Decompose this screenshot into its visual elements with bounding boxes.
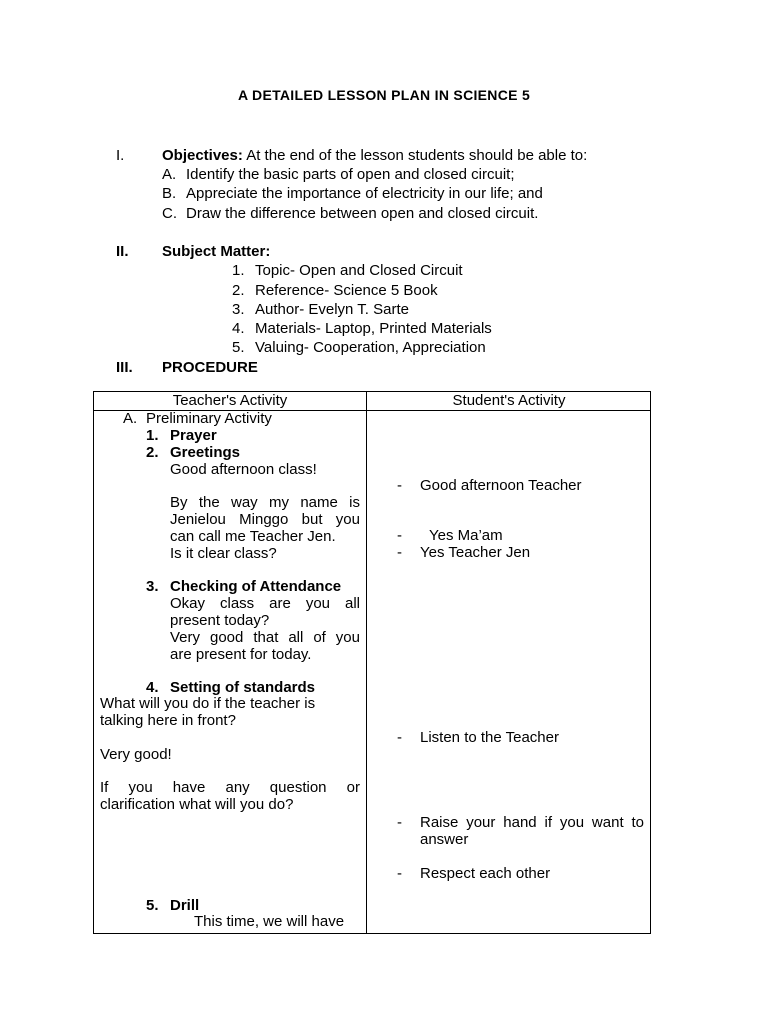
response-5-line-1: Raise your hand if you want to	[420, 814, 644, 831]
subject-marker-2: 2.	[232, 282, 245, 299]
response-2: Yes Ma’am	[429, 527, 503, 544]
section-1-intro: At the end of the lesson students should be able to:	[246, 147, 588, 164]
standards-line-3: Very good!	[100, 746, 172, 763]
objective-text-a: Identify the basic parts of open and closed circuit;	[186, 166, 515, 183]
standards-line-1: What will you do if the teacher is	[100, 695, 316, 712]
prayer-marker: 1.	[146, 427, 159, 444]
subject-marker-4: 4.	[232, 320, 245, 337]
attendance-line-3: Very good that all of you	[170, 629, 360, 646]
response-dash-6: -	[397, 865, 402, 882]
greetings-marker: 2.	[146, 444, 159, 461]
subject-text-5: Valuing- Cooperation, Appreciation	[255, 339, 486, 356]
prelim-marker: A.	[123, 410, 138, 427]
section-2-heading: Subject Matter:	[162, 243, 271, 260]
intro-line-3: can call me Teacher Jen.	[170, 528, 336, 545]
subject-marker-5: 5.	[232, 339, 245, 356]
teacher-activity-header: Teacher's Activity	[172, 392, 288, 409]
response-dash-5: -	[397, 814, 402, 831]
prayer-label: Prayer	[170, 427, 217, 444]
attendance-marker: 3.	[146, 578, 159, 595]
section-2-numeral: II.	[116, 243, 129, 260]
response-4: Listen to the Teacher	[420, 729, 559, 746]
greet-line: Good afternoon class!	[170, 461, 317, 478]
attendance-line-1: Okay class are you all	[170, 595, 360, 612]
response-5-line-2: answer	[420, 831, 469, 848]
standards-line-2: talking here in front?	[100, 712, 236, 729]
objective-marker-a: A.	[162, 166, 177, 183]
response-dash-3: -	[397, 544, 402, 561]
attendance-line-4: are present for today.	[170, 646, 312, 663]
response-dash-2: -	[397, 527, 402, 544]
section-1-numeral: I.	[116, 147, 125, 164]
response-6: Respect each other	[420, 865, 551, 882]
document-title: A DETAILED LESSON PLAN IN SCIENCE 5	[237, 87, 531, 103]
student-activity-header: Student's Activity	[452, 392, 566, 409]
section-1-heading: Objectives:	[162, 147, 243, 164]
subject-text-4: Materials- Laptop, Printed Materials	[255, 320, 492, 337]
attendance-line-2: present today?	[170, 612, 270, 629]
subject-text-3: Author- Evelyn T. Sarte	[255, 301, 409, 318]
objective-marker-c: C.	[162, 205, 177, 222]
intro-line-1: By the way my name is	[170, 494, 360, 511]
response-dash-4: -	[397, 729, 402, 746]
standards-label: Setting of standards	[170, 679, 316, 696]
response-dash-1: -	[397, 477, 402, 494]
standards-marker: 4.	[146, 679, 159, 696]
objective-text-c: Draw the difference between open and closed circuit.	[186, 205, 539, 222]
drill-marker: 5.	[146, 897, 159, 914]
objective-text-b: Appreciate the importance of electricity in our life; and	[186, 185, 543, 202]
table-column-divider	[366, 392, 367, 933]
response-3: Yes Teacher Jen	[420, 544, 531, 561]
intro-line-4: Is it clear class?	[170, 545, 277, 562]
standards-line-4: If you have any question or	[100, 779, 360, 796]
attendance-label: Checking of Attendance	[170, 578, 342, 595]
prelim-label: Preliminary Activity	[146, 410, 272, 427]
section-3-numeral: III.	[116, 359, 133, 376]
drill-line-1: This time, we will have	[194, 913, 345, 930]
response-1: Good afternoon Teacher	[420, 477, 582, 494]
standards-line-5: clarification what will you do?	[100, 796, 294, 813]
subject-text-1: Topic- Open and Closed Circuit	[255, 262, 463, 279]
section-1-line	[162, 147, 587, 164]
subject-marker-3: 3.	[232, 301, 245, 318]
section-3-heading: PROCEDURE	[162, 359, 258, 376]
intro-line-2: Jenielou Minggo but you	[170, 511, 360, 528]
subject-marker-1: 1.	[232, 262, 245, 279]
greetings-label: Greetings	[170, 444, 241, 461]
subject-text-2: Reference- Science 5 Book	[255, 282, 438, 299]
objective-marker-b: B.	[162, 185, 177, 202]
drill-label: Drill	[170, 897, 200, 914]
